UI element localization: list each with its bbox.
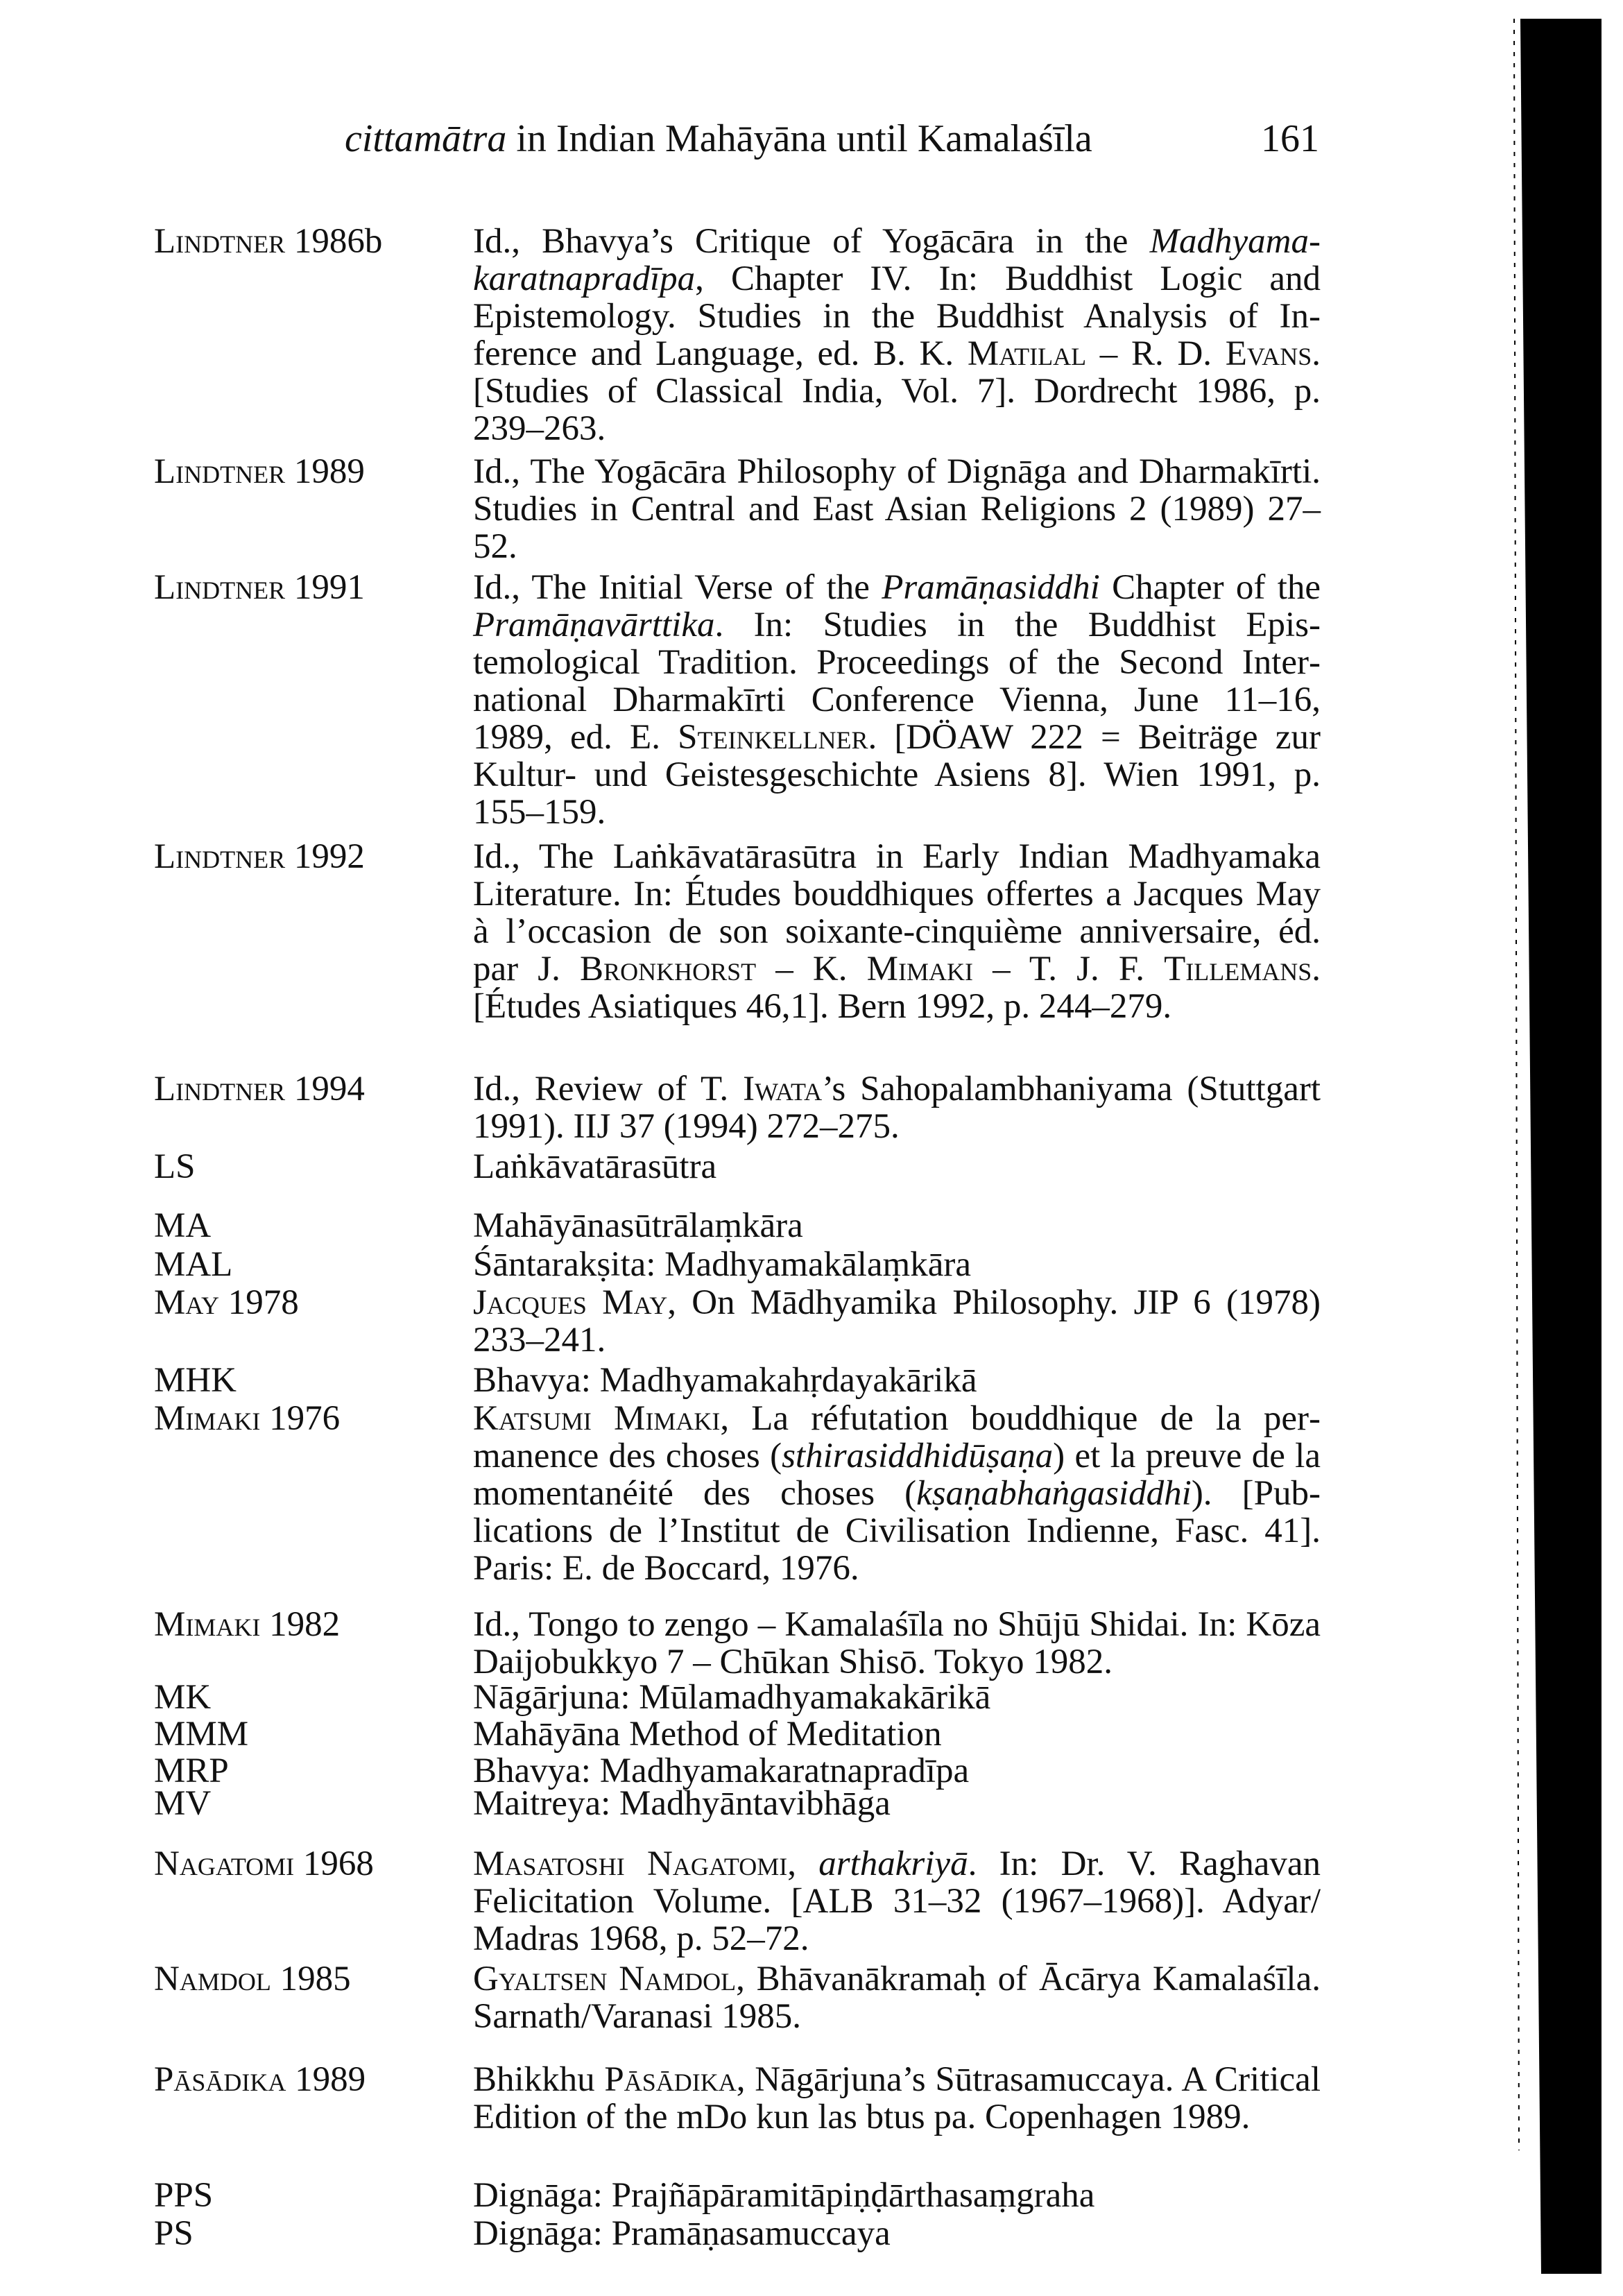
entry-key: [154, 1606, 459, 1643]
entry-key-author: Lindtner: [154, 1070, 286, 1108]
entry-description: [473, 1246, 1321, 1283]
entry-key: [154, 1845, 459, 1883]
entry-description: [473, 223, 1321, 447]
author-name: Jacques May: [473, 1283, 668, 1322]
entry-key: [154, 1715, 459, 1753]
entry-key: [154, 1679, 459, 1716]
entry-key: [154, 1960, 459, 1998]
entry-text: Dignāga: Pramāṇasamuccaya: [473, 2214, 891, 2253]
entry-text: Id., Bhavya’s Critique of Yogācāra in the: [473, 222, 1150, 261]
entry-text: Śāntarakṣita: Madhyamakālaṃkāra: [473, 1245, 971, 1284]
entry-text: ,: [787, 1844, 819, 1883]
entry-key-label: 1992: [285, 837, 365, 876]
entry-key-author: May: [154, 1283, 220, 1322]
entry-description: [473, 2061, 1321, 2136]
entry-key-author: Pāsādika: [154, 2060, 286, 2099]
entry-description: [473, 1785, 1321, 1822]
entry-text: – T. J. F.: [973, 950, 1165, 988]
entry-description: [473, 1400, 1321, 1587]
entry-key: [154, 453, 459, 490]
entry-key-label: 1968: [294, 1844, 374, 1883]
entry-key: [154, 2177, 459, 2214]
entry-key-label: 1986b: [285, 222, 383, 261]
entry-key: [154, 1246, 459, 1283]
entry-key-label: 1994: [285, 1070, 365, 1108]
entry-key-author: Lindtner: [154, 452, 286, 491]
entry-key-author: Nagatomi: [154, 1844, 295, 1883]
entry-text: . In: Dr. V. Raghavan Felicitation Volume. [ALB 31–32 (1967–1968)]. Adyar/ Madras 1968, p. 52–72.: [473, 1844, 1321, 1958]
entry-description: [473, 2215, 1321, 2252]
entry-description: [473, 1845, 1321, 1957]
italic-title: Pramāṇasiddhi: [882, 568, 1100, 607]
entry-text: Bhavya: Madhyamakahṛdayakārikā: [473, 1361, 977, 1400]
author-name: Steinkellner: [678, 718, 868, 757]
author-name: Evans: [1225, 334, 1312, 373]
entry-text: , Nāgārjuna’s Sūtrasamuccaya. A Critical Edition of the mDo kun las btus pa. Copenhagen 1989.: [473, 2060, 1321, 2136]
author-name: Iwata: [743, 1070, 823, 1108]
entry-description: [473, 1284, 1321, 1359]
entry-text: Maitreya: Madhyāntavibhāga: [473, 1784, 891, 1823]
author-name: Masatoshi Nagatomi: [473, 1844, 788, 1883]
entry-key-author: Lindtner: [154, 222, 286, 261]
entry-text: Bhikkhu: [473, 2060, 605, 2099]
entry-description: [473, 1207, 1321, 1244]
entry-text: Laṅkāvatārasūtra: [473, 1147, 717, 1186]
entry-key: [154, 223, 459, 260]
entry-text: Dignāga: Prajñāpāramitāpiṇḍārthasaṃgraha: [473, 2176, 1095, 2215]
entry-key: [154, 2215, 459, 2252]
author-name: Katsumi Mimaki: [473, 1399, 721, 1438]
entry-text: . [Études Asiatiques 46,1]. Bern 1992, p. 244–279.: [473, 950, 1321, 1026]
entry-description: [473, 1715, 1321, 1753]
entry-text: Id., The Laṅkāvatārasūtra in Early Indian Madhyamaka Literature. In: Études bouddhiques offertes a Jacques May à l’occasion de son soixante-cinquième anniversaire, éd. par J.: [473, 837, 1321, 988]
entry-key-author: Namdol: [154, 1960, 271, 1998]
running-head-italic: cittamātra: [345, 117, 507, 160]
entry-description: [473, 1362, 1321, 1399]
entry-key-label: 1976: [260, 1399, 341, 1438]
entry-key-author: Lindtner: [154, 837, 286, 876]
entry-text: Id., Tongo to zengo – Kamalaśīla no Shūjū Shidai. In: Kōza Daijobukkyo 7 – Chūkan Shisō. Tokyo 1982.: [473, 1605, 1321, 1681]
scan-edge-shadow: [1520, 19, 1601, 2274]
entry-key: [154, 838, 459, 875]
entry-text: Mahāyānasūtrālaṃkāra: [473, 1206, 803, 1245]
entry-key-label: MRP: [154, 1751, 229, 1790]
author-name: Bronkhorst: [580, 950, 757, 988]
entry-text: Id., Review of T.: [473, 1070, 744, 1108]
author-name: Mimaki: [866, 950, 973, 988]
italic-title: arthakriyā: [818, 1844, 968, 1883]
author-name: Matilal: [967, 334, 1087, 373]
entry-key: [154, 1362, 459, 1399]
entry-key: [154, 2061, 459, 2098]
running-head-text: in Indian Mahāyāna until Kamalaśīla: [506, 117, 1092, 160]
entry-text: . [DÖAW 222 = Beiträge zur Kultur- und Geistesgeschichte Asiens 8]. Wien 1991, p. 155–159.: [473, 718, 1321, 832]
author-name: Pāsādika: [604, 2060, 737, 2099]
entry-description: [473, 569, 1321, 831]
entry-text: Chapter of the: [1099, 568, 1321, 607]
entry-text: Nāgārjuna: Mūlamadhyamakakārikā: [473, 1678, 991, 1717]
entry-key: [154, 1148, 459, 1185]
italic-title: Madhyamakaratnapradīpa: [473, 222, 1321, 298]
entry-key-label: LS: [154, 1147, 196, 1186]
entry-description: [473, 838, 1321, 1025]
italic-title: Pramāṇavārttika: [473, 606, 715, 644]
entry-key-label: 1978: [219, 1283, 299, 1322]
entry-description: [473, 453, 1321, 565]
entry-key-label: MA: [154, 1206, 212, 1245]
italic-title: kṣaṇabhaṅgasiddhi: [916, 1474, 1192, 1513]
entry-key: [154, 1284, 459, 1321]
entry-description: [473, 1148, 1321, 1185]
entry-text: . In: Studies in the Buddhist Epistemological Tradition. Proceedings of the Second International Dharmakīrti Conference Vienna, June 11–16, 1989, ed. E.: [473, 606, 1321, 757]
entry-text: , La réfutation bouddhique de la permanence des choses (: [473, 1399, 1321, 1475]
entry-description: [473, 1606, 1321, 1681]
entry-key-label: MAL: [154, 1245, 233, 1284]
entry-key: [154, 1400, 459, 1437]
italic-title: sthirasiddhidūṣaṇa: [782, 1437, 1054, 1475]
entry-text: ’s Sahopalambhaniyama (Stuttgart 1991). IIJ 37 (1994) 272–275.: [473, 1070, 1321, 1146]
entry-text: Bhavya: Madhyamakaratnapradīpa: [473, 1751, 970, 1790]
entry-key-label: 1985: [270, 1960, 351, 1998]
entry-text: – R. D.: [1086, 334, 1226, 373]
running-head: [345, 117, 1092, 161]
entry-key-label: 1991: [285, 568, 365, 607]
entry-text: , On Mādhyamika Philosophy. JIP 6 (1978) 233–241.: [473, 1283, 1321, 1360]
author-name: Tillemans: [1164, 950, 1312, 988]
entry-key-label: PS: [154, 2214, 194, 2253]
entry-key: [154, 1785, 459, 1822]
entry-key-label: MK: [154, 1678, 212, 1717]
entry-text: . [Studies of Classical India, Vol. 7]. Dordrecht 1986, p. 239–263.: [473, 334, 1321, 448]
entry-key-label: 1989: [285, 452, 365, 491]
entry-key-label: PPS: [154, 2176, 214, 2215]
entry-text: Id., The Yogācāra Philosophy of Dignāga and Dharmakīrti. Studies in Central and East Asian Religions 2 (1989) 27–52.: [473, 452, 1321, 566]
entry-text: ) et la preuve de la momentanéité des choses (: [473, 1437, 1321, 1513]
entry-key-label: 1989: [286, 2060, 366, 2099]
entry-key: [154, 1207, 459, 1244]
entry-key: [154, 1070, 459, 1108]
author-name: Gyaltsen Namdol: [473, 1960, 737, 1998]
entry-text: Id., The Initial Verse of the: [473, 568, 882, 607]
entry-description: [473, 1960, 1321, 2035]
entry-key-author: Lindtner: [154, 568, 286, 607]
scan-edge-line: [1514, 19, 1519, 2150]
entry-key-author: Mimaki: [154, 1399, 261, 1438]
entry-key: [154, 569, 459, 606]
entry-description: [473, 2177, 1321, 2214]
entry-key-label: MMM: [154, 1715, 249, 1754]
entry-key-label: MHK: [154, 1361, 237, 1400]
entry-description: [473, 1679, 1321, 1716]
entry-key-author: Mimaki: [154, 1605, 261, 1644]
entry-text: Mahāyāna Method of Meditation: [473, 1715, 942, 1754]
entry-description: [473, 1070, 1321, 1145]
entry-text: , Chapter IV. In: Buddhist Logic and Epistemology. Studies in the Buddhist Analysis of Inference and Language, ed. B. K.: [473, 259, 1321, 373]
entry-text: , Bhāvanākramaḥ of Ācārya Kamalaśīla. Sarnath/Varanasi 1985.: [473, 1960, 1321, 2036]
entry-text: ). [Publications de l’Institut de Civilisation Indienne, Fasc. 41]. Paris: E. de Boccard, 1976.: [473, 1474, 1321, 1588]
entry-key-label: 1982: [260, 1605, 341, 1644]
entry-key-label: MV: [154, 1784, 212, 1823]
page-number: 161: [1261, 117, 1319, 160]
entry-text: – K.: [756, 950, 867, 988]
